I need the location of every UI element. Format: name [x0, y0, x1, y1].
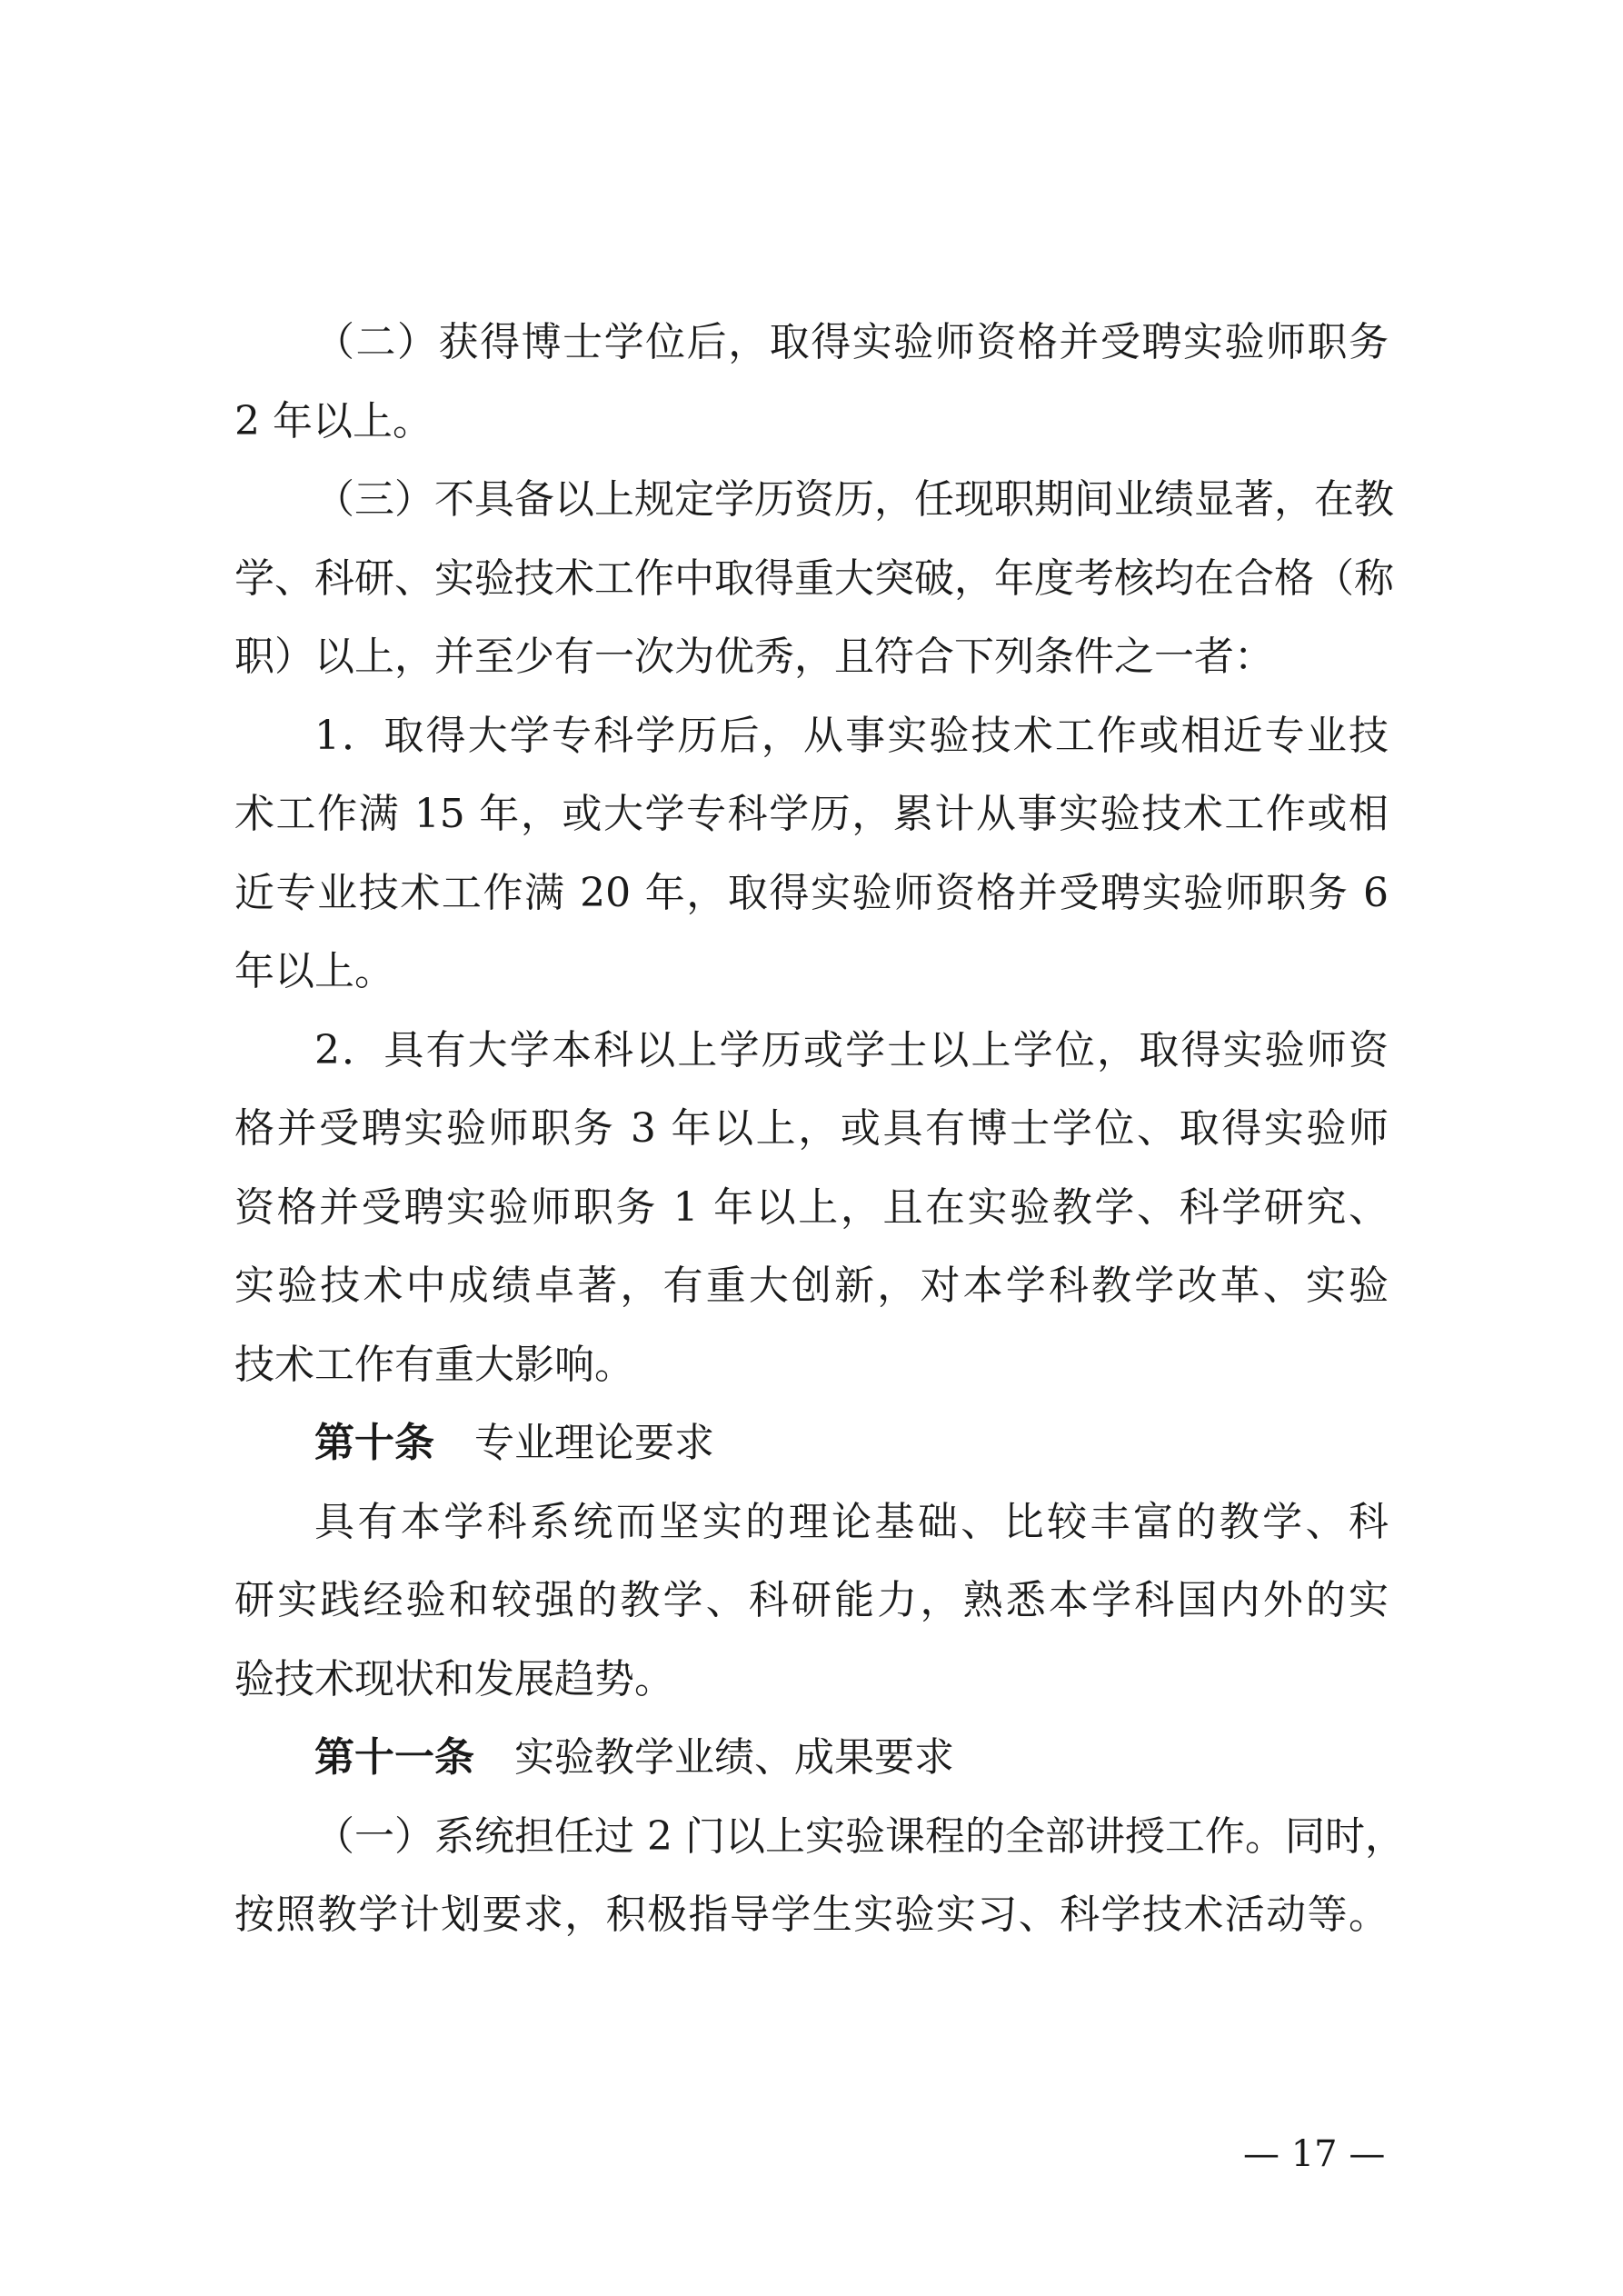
paragraph-line: 职）以上，并至少有一次为优秀，且符合下列条件之一者： — [234, 634, 1274, 680]
article-11-heading — [234, 1719, 1389, 1798]
page-number: — 17 — — [1243, 2133, 1386, 2175]
page-body — [234, 304, 1405, 1955]
paragraph-line: （三）不具备以上规定学历资历，任现职期间业绩显著，在教 — [314, 476, 1394, 523]
paragraph-line: 1．取得大学专科学历后，从事实验技术工作或相近专业技 — [314, 712, 1389, 759]
article-11-title: 实验教学业绩、成果要求 — [514, 1734, 954, 1781]
paragraph-line: 术工作满 15 年，或大学专科学历，累计从事实验技术工作或相 — [234, 791, 1389, 837]
paragraph-line: 2．具有大学本科以上学历或学士以上学位，取得实验师资 — [314, 1026, 1389, 1073]
paragraph-line: （一）系统担任过 2 门以上实验课程的全部讲授工作。同时， — [314, 1812, 1405, 1860]
paragraph-line: 研实践经验和较强的教学、科研能力，熟悉本学科国内外的实 — [234, 1577, 1389, 1623]
article-10-heading — [234, 1404, 1389, 1483]
paragraph-line: （二）获得博士学位后，取得实验师资格并受聘实验师职务 — [314, 319, 1389, 365]
paragraph-line: 学、科研、实验技术工作中取得重大突破，年度考核均在合格（称 — [234, 554, 1394, 602]
paragraph-line: 年以上。 — [234, 948, 394, 994]
paragraph-line: 格并受聘实验师职务 3 年以上，或具有博士学位、取得实验师 — [234, 1105, 1389, 1152]
article-10-number: 第十条 — [314, 1420, 434, 1466]
paragraph-line: 资格并受聘实验师职务 1 年以上，且在实验教学、科学研究、 — [234, 1183, 1389, 1231]
paragraph-line: 验技术现状和发展趋势。 — [234, 1655, 674, 1702]
paragraph-line: 实验技术中成绩卓著，有重大创新，对本学科教学改革、实验 — [234, 1263, 1389, 1309]
article-10-title: 专业理论要求 — [474, 1420, 714, 1466]
paragraph-line: 2 年以上。 — [234, 397, 433, 444]
paragraph-line: 按照教学计划要求，积极指导学生实验实习、科学技术活动等。 — [234, 1892, 1389, 1938]
article-11-number: 第十一条 — [314, 1734, 474, 1781]
paragraph-line: 具有本学科系统而坚实的理论基础、比较丰富的教学、科 — [314, 1498, 1389, 1545]
paragraph-line: 近专业技术工作满 20 年，取得实验师资格并受聘实验师职务 6 — [234, 869, 1389, 916]
paragraph-line: 技术工作有重大影响。 — [234, 1341, 634, 1388]
